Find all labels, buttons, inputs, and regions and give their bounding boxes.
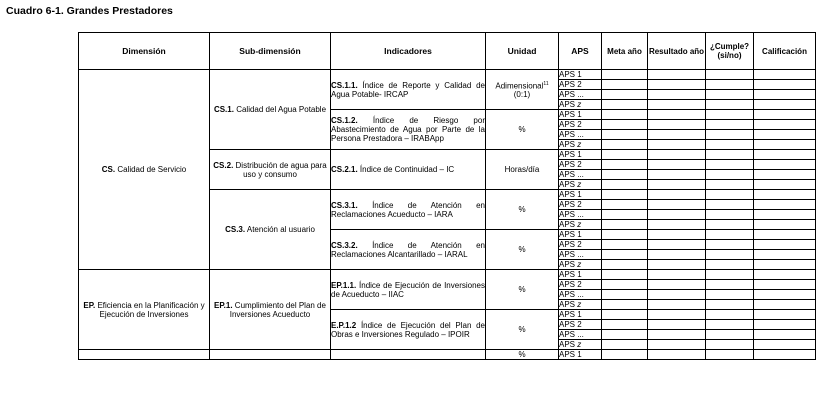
- calificacion-cell[interactable]: [754, 270, 816, 280]
- aps-cell: APS z: [559, 140, 602, 150]
- indicator-code: CS.1.2.: [331, 116, 358, 125]
- subdimension-cell-cs3: [210, 190, 331, 270]
- cumple-cell[interactable]: [706, 350, 754, 360]
- resultado-cell[interactable]: [648, 140, 706, 150]
- resultado-cell[interactable]: [648, 220, 706, 230]
- code-label: EP.1.: [214, 300, 233, 310]
- meta-cell[interactable]: [602, 260, 648, 270]
- resultado-cell[interactable]: [648, 320, 706, 330]
- aps-cell: APS 1: [559, 150, 602, 160]
- calificacion-cell[interactable]: [754, 140, 816, 150]
- resultado-cell[interactable]: [648, 310, 706, 320]
- meta-cell[interactable]: [602, 310, 648, 320]
- code-label: CS.: [101, 165, 116, 174]
- aps-cell: APS 2: [559, 280, 602, 290]
- cumple-cell[interactable]: [706, 80, 754, 90]
- aps-cell: APS 1: [559, 230, 602, 240]
- unit-value: %: [518, 125, 526, 134]
- meta-cell[interactable]: [602, 170, 648, 180]
- unit-cell-cs32: [486, 230, 559, 270]
- subdimension-cell-empty: [210, 350, 331, 360]
- resultado-cell[interactable]: [648, 340, 706, 350]
- aps-cell: APS 2: [559, 200, 602, 210]
- cumple-cell[interactable]: [706, 180, 754, 190]
- indicator-cell-cs12: [331, 110, 486, 150]
- calificacion-cell[interactable]: [754, 200, 816, 210]
- aps-cell: APS 1: [559, 190, 602, 200]
- aps-cell: APS 2: [559, 240, 602, 250]
- unit-value: %: [518, 245, 526, 254]
- meta-cell[interactable]: [602, 220, 648, 230]
- cumple-cell[interactable]: [706, 280, 754, 290]
- aps-cell: APS ...: [559, 290, 602, 300]
- name-label: Calidad de Servicio: [117, 165, 187, 174]
- table-title: Cuadro 6-1. Grandes Prestadores: [6, 5, 173, 17]
- calificacion-cell[interactable]: [754, 220, 816, 230]
- indicator-text: Índice de Reporte y Calidad de Agua Potable- IRCAP: [331, 80, 485, 99]
- meta-cell[interactable]: [602, 300, 648, 310]
- cumple-cell[interactable]: [706, 120, 754, 130]
- table-row: [79, 270, 816, 280]
- meta-cell[interactable]: [602, 120, 648, 130]
- meta-cell[interactable]: [602, 90, 648, 100]
- resultado-cell[interactable]: [648, 210, 706, 220]
- name-label: Distribución de agua para uso y consumo: [235, 160, 327, 179]
- indicator-text: Índice de Atención en Reclamaciones Alcantarillado – IARAL: [331, 240, 485, 259]
- indicator-text: Índice de Riesgo por Abastecimiento de Agua por Parte de la Persona Prestadora – IRABApp: [331, 116, 485, 143]
- resultado-cell[interactable]: [648, 260, 706, 270]
- resultado-cell[interactable]: [648, 100, 706, 110]
- header-subdimension: Sub-dimensión: [210, 33, 331, 70]
- indicator-cell-cs32: [331, 230, 486, 270]
- calificacion-cell[interactable]: [754, 260, 816, 270]
- indicator-cell-empty: [331, 350, 486, 360]
- cumple-cell[interactable]: [706, 270, 754, 280]
- cumple-cell[interactable]: [706, 200, 754, 210]
- unit-value: Adimensional: [495, 81, 544, 91]
- calificacion-cell[interactable]: [754, 280, 816, 290]
- calificacion-cell[interactable]: [754, 250, 816, 260]
- meta-cell[interactable]: [602, 270, 648, 280]
- aps-cell: APS z: [559, 340, 602, 350]
- aps-cell: APS z: [559, 180, 602, 190]
- code-label: CS.3.: [225, 225, 246, 234]
- calificacion-cell[interactable]: [754, 90, 816, 100]
- indicator-cell-cs31: [331, 190, 486, 230]
- cumple-cell[interactable]: [706, 140, 754, 150]
- resultado-cell[interactable]: [648, 300, 706, 310]
- calificacion-cell[interactable]: [754, 230, 816, 240]
- resultado-cell[interactable]: [648, 230, 706, 240]
- calificacion-cell[interactable]: [754, 80, 816, 90]
- resultado-cell[interactable]: [648, 280, 706, 290]
- header-row: [79, 33, 816, 70]
- name-label: Cumplimiento del Plan de Inversiones Acueducto: [229, 300, 326, 319]
- unit-cell-ep11: [486, 270, 559, 310]
- meta-cell[interactable]: [602, 200, 648, 210]
- cumple-cell[interactable]: [706, 190, 754, 200]
- meta-cell[interactable]: [602, 330, 648, 340]
- calificacion-cell[interactable]: [754, 290, 816, 300]
- aps-cell: APS ...: [559, 130, 602, 140]
- cumple-cell[interactable]: [706, 220, 754, 230]
- aps-cell: APS z: [559, 100, 602, 110]
- cumple-cell[interactable]: [706, 290, 754, 300]
- resultado-cell[interactable]: [648, 190, 706, 200]
- resultado-cell[interactable]: [648, 200, 706, 210]
- indicator-code: CS.1.1.: [331, 80, 358, 90]
- resultado-cell[interactable]: [648, 90, 706, 100]
- dimension-cell-empty: [79, 350, 210, 360]
- meta-cell[interactable]: [602, 230, 648, 240]
- meta-cell[interactable]: [602, 340, 648, 350]
- header-meta: Meta año: [602, 33, 648, 70]
- calificacion-cell[interactable]: [754, 310, 816, 320]
- meta-cell[interactable]: [602, 350, 648, 360]
- resultado-cell[interactable]: [648, 170, 706, 180]
- indicator-text: Índice de Atención en Reclamaciones Acueducto – IARA: [331, 200, 485, 219]
- meta-cell[interactable]: [602, 110, 648, 120]
- resultado-cell[interactable]: [648, 120, 706, 130]
- resultado-cell[interactable]: [648, 350, 706, 360]
- calificacion-cell[interactable]: [754, 320, 816, 330]
- meta-cell[interactable]: [602, 140, 648, 150]
- calificacion-cell[interactable]: [754, 120, 816, 130]
- indicator-code: CS.3.1.: [331, 200, 358, 210]
- unit-cell-last: %: [486, 350, 559, 360]
- indicator-code: E.P.1.2: [331, 320, 357, 330]
- header-indicadores: Indicadores: [331, 33, 486, 70]
- aps-cell: APS ...: [559, 330, 602, 340]
- resultado-cell[interactable]: [648, 130, 706, 140]
- aps-cell: APS ...: [559, 210, 602, 220]
- meta-cell[interactable]: [602, 100, 648, 110]
- header-resultado: Resultado año: [648, 33, 706, 70]
- aps-cell: APS 1: [559, 270, 602, 280]
- aps-cell: APS 2: [559, 160, 602, 170]
- dimension-cell-ep: [79, 270, 210, 350]
- calificacion-cell[interactable]: [754, 170, 816, 180]
- indicator-text: Índice de Ejecución de Inversiones de Acueducto – IIAC: [331, 280, 485, 299]
- resultado-cell[interactable]: [648, 180, 706, 190]
- calificacion-cell[interactable]: [754, 70, 816, 80]
- calificacion-cell[interactable]: [754, 150, 816, 160]
- unit-value: %: [518, 205, 526, 214]
- cumple-cell[interactable]: [706, 260, 754, 270]
- cumple-cell[interactable]: [706, 230, 754, 240]
- resultado-cell[interactable]: [648, 250, 706, 260]
- unit-cell-ep12: [486, 310, 559, 350]
- resultado-cell[interactable]: [648, 160, 706, 170]
- table-row: [79, 70, 816, 80]
- unit-footnote: 11: [543, 80, 549, 87]
- calificacion-cell[interactable]: [754, 180, 816, 190]
- name-label: Calidad del Agua Potable: [236, 105, 327, 114]
- subdimension-cell-ep1: [210, 270, 331, 350]
- cumple-cell[interactable]: [706, 110, 754, 120]
- calificacion-cell[interactable]: [754, 350, 816, 360]
- aps-cell: APS 2: [559, 120, 602, 130]
- aps-cell: APS 2: [559, 320, 602, 330]
- cumple-cell[interactable]: [706, 340, 754, 350]
- aps-cell: APS z: [559, 260, 602, 270]
- unit-cell-cs21: [486, 150, 559, 190]
- calificacion-cell[interactable]: [754, 110, 816, 120]
- aps-cell: APS ...: [559, 90, 602, 100]
- unit-value: %: [518, 285, 526, 294]
- cumple-cell[interactable]: [706, 240, 754, 250]
- resultado-cell[interactable]: [648, 110, 706, 120]
- indicator-text: Índice de Continuidad – IC: [359, 165, 455, 174]
- calificacion-cell[interactable]: [754, 210, 816, 220]
- resultado-cell[interactable]: [648, 70, 706, 80]
- calificacion-cell[interactable]: [754, 100, 816, 110]
- cumple-cell[interactable]: [706, 210, 754, 220]
- indicator-code: CS.2.1.: [331, 165, 358, 174]
- dimension-cell-cs: [79, 70, 210, 270]
- name-label: Eficiencia en la Planificación y Ejecución de Inversiones: [97, 300, 205, 319]
- meta-cell[interactable]: [602, 190, 648, 200]
- aps-cell: APS 2: [559, 80, 602, 90]
- calificacion-cell[interactable]: [754, 300, 816, 310]
- cumple-cell[interactable]: [706, 250, 754, 260]
- cumple-cell[interactable]: [706, 90, 754, 100]
- cumple-cell[interactable]: [706, 130, 754, 140]
- meta-cell[interactable]: [602, 250, 648, 260]
- aps-cell: APS 1: [559, 350, 602, 360]
- unit-cell-cs11: [486, 70, 559, 110]
- meta-cell[interactable]: [602, 320, 648, 330]
- resultado-cell[interactable]: [648, 240, 706, 250]
- cumple-cell[interactable]: [706, 300, 754, 310]
- meta-cell[interactable]: [602, 80, 648, 90]
- meta-cell[interactable]: [602, 130, 648, 140]
- name-label: Atención al usuario: [246, 225, 315, 234]
- aps-cell: APS 1: [559, 70, 602, 80]
- unit-value: %: [518, 325, 526, 334]
- indicator-cell-cs11: [331, 70, 486, 110]
- aps-cell: APS z: [559, 300, 602, 310]
- meta-cell[interactable]: [602, 70, 648, 80]
- unit-value: Horas/día: [504, 165, 540, 174]
- meta-cell[interactable]: [602, 150, 648, 160]
- aps-cell: APS 1: [559, 110, 602, 120]
- meta-cell[interactable]: [602, 180, 648, 190]
- resultado-cell[interactable]: [648, 80, 706, 90]
- cumple-cell[interactable]: [706, 70, 754, 80]
- calificacion-cell[interactable]: [754, 190, 816, 200]
- code-label: EP.: [83, 300, 96, 310]
- cumple-cell[interactable]: [706, 320, 754, 330]
- code-label: CS.1.: [213, 105, 234, 114]
- indicators-table: [78, 32, 816, 360]
- aps-cell: APS z: [559, 220, 602, 230]
- subdimension-cell-cs1: [210, 70, 331, 150]
- calificacion-cell[interactable]: [754, 330, 816, 340]
- indicator-cell-cs21: [331, 150, 486, 190]
- resultado-cell[interactable]: [648, 150, 706, 160]
- cumple-cell[interactable]: [706, 100, 754, 110]
- aps-cell: APS ...: [559, 170, 602, 180]
- calificacion-cell[interactable]: [754, 240, 816, 250]
- resultado-cell[interactable]: [648, 330, 706, 340]
- calificacion-cell[interactable]: [754, 130, 816, 140]
- unit-cell-cs31: [486, 190, 559, 230]
- resultado-cell[interactable]: [648, 290, 706, 300]
- subdimension-cell-cs2: [210, 150, 331, 190]
- header-dimension: Dimensión: [79, 33, 210, 70]
- cumple-cell[interactable]: [706, 150, 754, 160]
- indicator-cell-ep11: [331, 270, 486, 310]
- indicator-text: Índice de Ejecución del Plan de Obras e Inversiones Regulado – IPOIR: [331, 320, 485, 339]
- header-unidad: Unidad: [486, 33, 559, 70]
- calificacion-cell[interactable]: [754, 340, 816, 350]
- meta-cell[interactable]: [602, 160, 648, 170]
- cumple-cell[interactable]: [706, 310, 754, 320]
- calificacion-cell[interactable]: [754, 160, 816, 170]
- meta-cell[interactable]: [602, 240, 648, 250]
- header-cumple: ¿Cumple? (si/no): [706, 33, 754, 70]
- aps-cell: APS ...: [559, 250, 602, 260]
- header-aps: APS: [559, 33, 602, 70]
- table-row: [79, 350, 816, 360]
- cumple-cell[interactable]: [706, 160, 754, 170]
- aps-cell: APS 1: [559, 310, 602, 320]
- meta-cell[interactable]: [602, 290, 648, 300]
- header-calificacion: Calificación: [754, 33, 816, 70]
- indicator-code: EP.1.1.: [331, 280, 357, 290]
- unit-cell-cs12: [486, 110, 559, 150]
- resultado-cell[interactable]: [648, 270, 706, 280]
- cumple-cell[interactable]: [706, 170, 754, 180]
- meta-cell[interactable]: [602, 210, 648, 220]
- cumple-cell[interactable]: [706, 330, 754, 340]
- meta-cell[interactable]: [602, 280, 648, 290]
- unit-range: (0:1): [513, 90, 531, 100]
- code-label: CS.2.: [213, 160, 234, 170]
- indicator-code: CS.3.2.: [331, 240, 358, 250]
- indicator-cell-ep12: [331, 310, 486, 350]
